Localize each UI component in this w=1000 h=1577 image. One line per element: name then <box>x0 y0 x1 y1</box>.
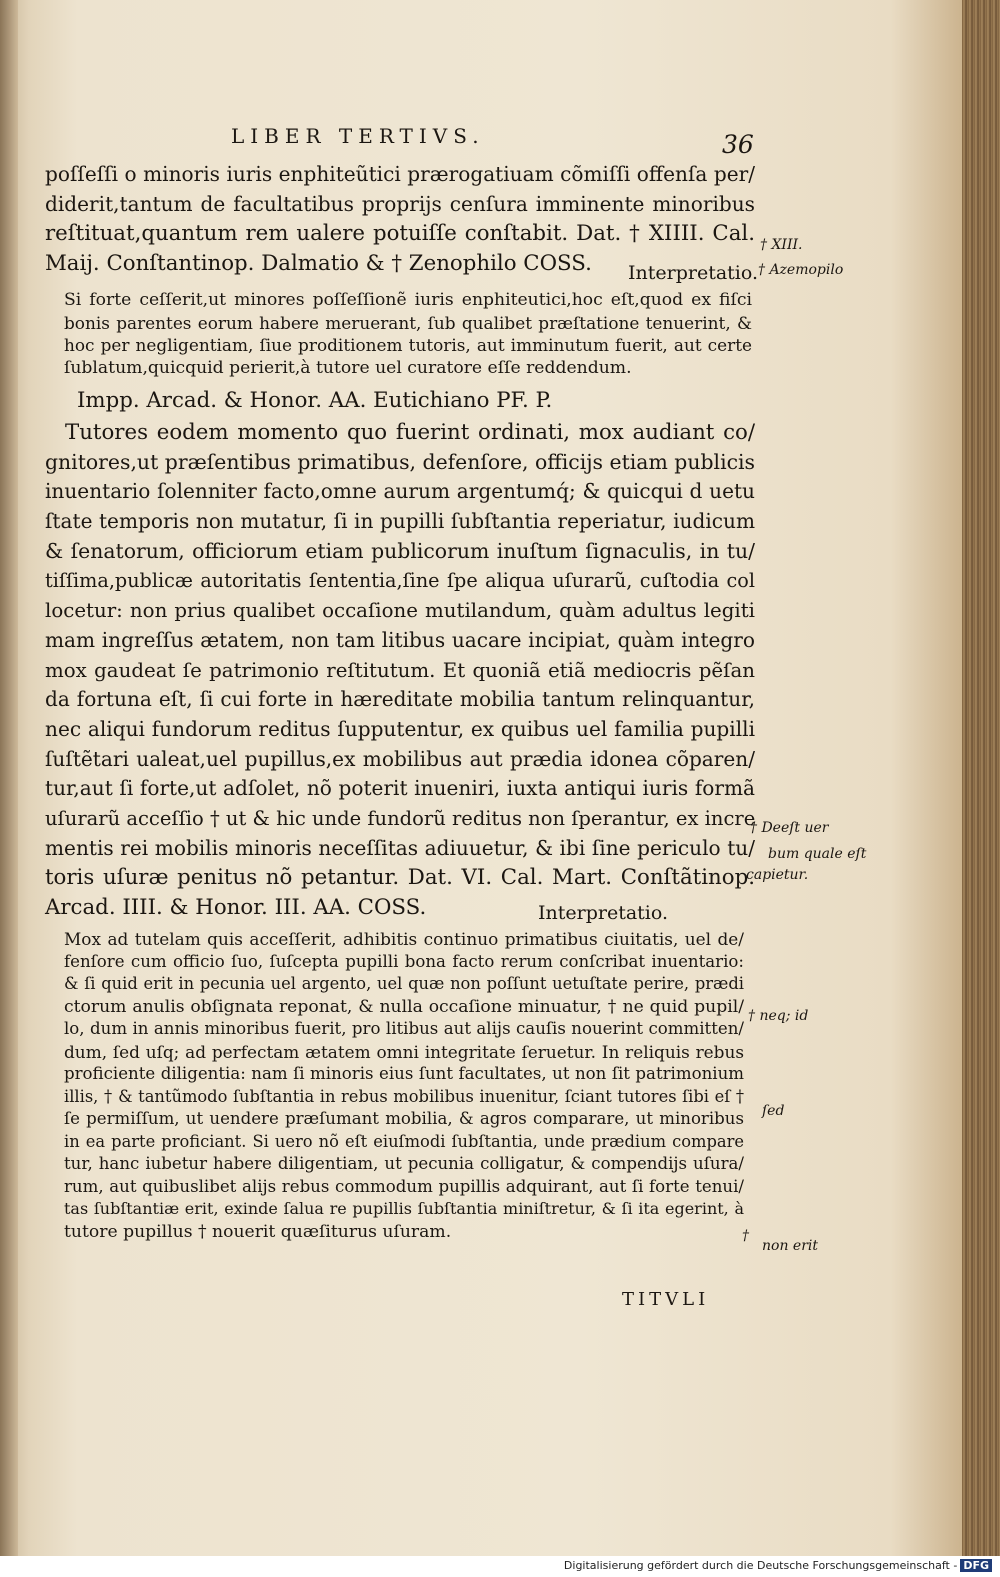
text-line: ctorum anulis obſignata reponat, & nulla occaſione minuatur, † ne quid pupil/ <box>64 996 744 1017</box>
text-line: poſſeſſi o minoris iuris enphiteũtici prærogatiuam cõmiſſi offenſa per/ <box>45 162 755 186</box>
margin-note: † neq; id <box>748 1008 809 1024</box>
text-block-2 <box>64 289 752 379</box>
text-line: tutore pupillus † nouerit quæſiturus uſuram. <box>64 1221 452 1242</box>
text-line: bonis parentes eorum habere meruerant, ſub qualibet præſtatione tenuerint, & <box>64 312 752 333</box>
text-line: Maij. Conſtantinop. Dalmatio & † Zenophilo COSS. <box>45 251 592 277</box>
text-line: fenſore cum officio ſuo, ſuſcepta pupilli bona facto rerum conſcribat inuentario: <box>64 951 744 971</box>
text-line: hoc per negligentiam, ſiue proditionem tutoris, aut imminutum fuerit, aut certe <box>64 335 752 355</box>
text-line: reſtituat,quantum rem ualere potuiſſe conſtabit. Dat. † XIIII. Cal. <box>45 221 755 247</box>
margin-note: capietur. <box>746 867 809 883</box>
text-line: locetur: non prius qualibet occaſione mutilandum, quàm adultus legiti <box>45 599 755 623</box>
text-line: tiſſima,publicæ autoritatis ſententia,ſine ſpe aliqua uſurarũ, cuſtodia col <box>45 569 755 593</box>
text-line: tur, hanc iubetur habere diligentiam, ut pecunia colligatur, & compendijs uſura/ <box>64 1154 744 1173</box>
text-line: inuentario ſolenniter facto,omne aurum argentumq́; & quicqui d uetu <box>45 479 755 504</box>
margin-note: † XIII. <box>760 237 803 253</box>
text-line: ſublatum,quicquid perierit,à tutore uel curatore eſſe reddendum. <box>64 357 632 378</box>
text-line: diderit,tantum de facultatibus proprijs cenſura imminente minoribus <box>45 191 755 216</box>
text-line: proficiente diligentia: nam ſi minoris eius ſunt facultates, ut non ſit patrimonium <box>64 1064 744 1083</box>
text-line: mam ingreſſus ætatem, non tam litibus uacare incipiat, quàm integro <box>45 627 755 652</box>
text-line: & ſi quid erit in pecunia uel argento, uel quæ non poſſunt uetuſtate perire, prædi <box>64 974 744 993</box>
text-line: gnitores,ut præſentibus primatibus, defenſore, officijs etiam publicis <box>45 449 755 474</box>
text-line: & ſenatorum, officiorum etiam publicorum inuſtum ſignaculis, in tu/ <box>45 538 755 563</box>
margin-note: † Deeſt uer <box>750 820 829 836</box>
dfg-logo: DFG <box>960 1559 992 1572</box>
text-line: toris uſuræ penitus nõ petantur. Dat. VI. Cal. Mart. Conſtãtinop. <box>45 865 755 891</box>
margin-note: ſed <box>762 1103 785 1119</box>
margin-note: † Azemopilo <box>758 262 844 278</box>
text-line: mox gaudeat ſe patrimonio reſtitutum. Et quoniã etiã mediocris pẽſan <box>45 658 755 682</box>
margin-note: non erit <box>762 1238 818 1254</box>
text-line: Arcad. IIII. & Honor. III. AA. COSS. <box>45 895 427 920</box>
text-line: ſe permiſſum, ut uendere præſumant mobilia, & agros comparare, ut minoribus <box>64 1109 744 1128</box>
text-line: illis, † & tantũmodo ſubſtantia in rebus mobilibus inuenitur, ſciant tutores ſibi eſ † <box>64 1086 744 1106</box>
footer-text: Digitalisierung gefördert durch die Deutsche Forschungsgemeinschaft - <box>563 1559 958 1572</box>
text-block-3 <box>45 418 755 923</box>
folio-number: 36 <box>722 130 754 159</box>
page-gutter <box>0 0 18 1556</box>
text-line: Mox ad tutelam quis acceſſerit, adhibitis continuo primatibus ciuitatis, uel de/ <box>64 929 744 949</box>
text-line: dum, ſed uſq; ad perfectam ætatem omni integritate ſeruetur. In reliquis rebus <box>64 1041 744 1062</box>
margin-note: † <box>742 1228 749 1244</box>
text-line: Tutores eodem momento quo fuerint ordinati, mox audiant co/ <box>65 420 755 445</box>
text-line: in ea parte proficiant. Si uero nõ eſt eiuſmodi ſubſtantia, unde prædium compare <box>64 1131 744 1151</box>
text-line: mentis rei mobilis minoris neceſſitas adiuuetur, & ibi ſine periculo tu/ <box>45 835 755 860</box>
text-line: rum, aut quibuslibet alijs rebus commodum pupillis adquirant, aut ſi forte tenui/ <box>64 1176 744 1196</box>
text-line: Si forte ceſſerit,ut minores poſſeſſionẽ iuris enphiteutici,hoc eſt,quod ex fiſci <box>64 290 752 310</box>
text-line: nec aliqui fundorum reditus ſupputentur, ex quibus uel familia pupilli <box>45 716 755 741</box>
section-heading: Impp. Arcad. & Honor. AA. Eutichiano PF. P. <box>77 388 553 413</box>
running-title: LIBER TERTIVS. <box>231 124 485 148</box>
page-edges <box>962 0 1000 1556</box>
interpretatio-label: Interpretatio. <box>628 262 759 284</box>
text-line: tur,aut ſi forte,ut adſolet, nõ poterit inueniri, iuxta antiqui iuris formã <box>45 776 755 801</box>
text-line: lo, dum in annis minoribus fuerit, pro litibus aut alijs cauſis nouerint committen/ <box>64 1019 744 1038</box>
text-line: ſtate temporis non mutatur, ſi in pupilli ſubſtantia reperiatur, iudicum <box>45 509 755 534</box>
catchword: TITVLI <box>622 1289 710 1310</box>
text-line: ſuſtẽtari ualeat,uel pupillus,ex mobilibus aut prædia idonea cõparen/ <box>45 746 755 771</box>
text-line: tas ſubſtantiæ erit, exinde ſalua re pupillis ſubſtantia miniſtretur, & ſi ita egerint, à <box>64 1199 744 1218</box>
interpretatio-label: Interpretatio. <box>538 902 669 924</box>
text-line: da fortuna eſt, ſi cui forte in hæreditate mobilia tantum relinquantur, <box>45 687 755 712</box>
footer <box>564 1559 992 1572</box>
margin-note: bum quale eſt <box>768 846 867 862</box>
text-line: uſurarũ acceſſio † ut & hic unde fundorũ reditus non ſperantur, ex incre <box>45 806 756 830</box>
text-block-1 <box>45 160 755 279</box>
text-block-4 <box>64 928 744 1243</box>
